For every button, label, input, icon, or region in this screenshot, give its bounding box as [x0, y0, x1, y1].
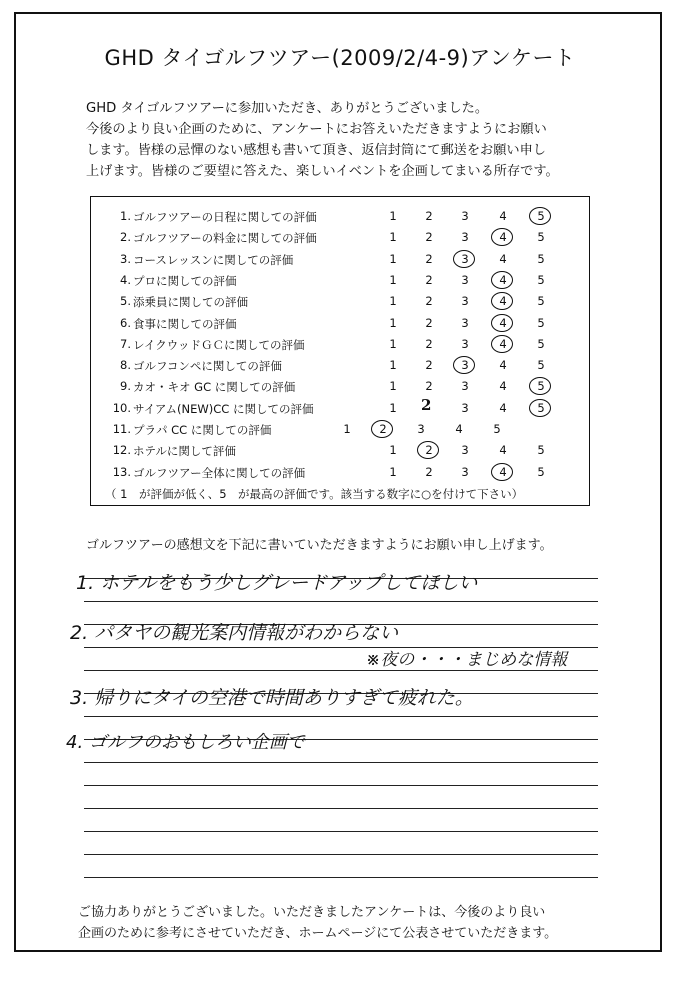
rating-score-option[interactable] — [383, 316, 403, 330]
intro-line: GHD タイゴルフツアーに参加いただき、ありがとうございました。 — [86, 101, 489, 116]
rating-score-option[interactable] — [383, 294, 403, 308]
rating-label: ゴルフツアーの料金に関しての評価 — [133, 231, 317, 246]
rating-number: 2. — [120, 230, 131, 245]
rating-score-value: 2 — [425, 379, 433, 394]
rating-row — [91, 337, 591, 357]
rating-row — [91, 379, 591, 399]
ruled-line — [84, 854, 598, 855]
rating-score-option[interactable] — [493, 337, 513, 351]
rating-score-value: 3 — [461, 209, 469, 223]
rating-score-option[interactable] — [449, 422, 469, 436]
rating-score-option[interactable] — [411, 422, 431, 436]
rating-row — [91, 230, 591, 250]
selection-circle — [491, 335, 513, 353]
rating-number: 12. — [112, 443, 131, 458]
rating-score-option[interactable] — [419, 209, 439, 223]
rating-score-option[interactable] — [419, 230, 439, 244]
rating-score-option[interactable] — [383, 337, 403, 351]
rating-score-option[interactable] — [383, 252, 403, 266]
rating-label: サイアム(NEW)CC に関しての評価 — [133, 401, 314, 416]
rating-label: ゴルフツアーの日程に関しての評価 — [133, 210, 317, 224]
rating-score-value: 5 — [537, 272, 545, 287]
rating-score-value: 5 — [493, 422, 501, 436]
rating-score-option[interactable] — [531, 379, 551, 393]
rating-score-option[interactable] — [383, 465, 403, 479]
rating-score-value: 1 — [389, 464, 397, 479]
selection-circle — [491, 271, 513, 289]
rating-number: 1. — [120, 209, 131, 223]
handwritten-comment: 3. 帰りにタイの空港で時間ありすぎて疲れた。 — [70, 687, 474, 709]
rating-score-value: 3 — [461, 358, 469, 373]
rating-score-option[interactable] — [455, 401, 475, 415]
rating-score-option[interactable] — [455, 252, 475, 266]
rating-row — [91, 209, 591, 229]
selection-circle — [491, 228, 513, 246]
rating-score-value: 2 — [425, 443, 433, 458]
rating-score-value: 2 — [425, 315, 433, 330]
rating-score-value: 2 — [425, 272, 433, 287]
rating-score-option[interactable] — [337, 422, 357, 436]
scratch-mark: 2 — [421, 395, 432, 414]
handwritten-comment: ※夜の・・・まじめな情報 — [366, 650, 568, 670]
rating-label: カオ・キオ GC に関しての評価 — [133, 380, 296, 395]
rating-score-value: 4 — [499, 209, 507, 223]
rating-score-value: 1 — [389, 294, 397, 309]
rating-score-option[interactable] — [493, 273, 513, 287]
rating-row — [91, 465, 591, 485]
rating-number: 13. — [112, 464, 131, 479]
rating-score-value: 1 — [389, 379, 397, 394]
rating-label: 添乗員に関しての評価 — [133, 295, 248, 310]
rating-score-option[interactable] — [419, 273, 439, 287]
rating-label: 食事に関しての評価 — [133, 316, 237, 331]
rating-score-value: 2 — [425, 358, 433, 373]
rating-row — [91, 316, 591, 336]
rating-number: 10. — [112, 400, 131, 415]
rating-score-value: 3 — [461, 443, 469, 458]
rating-score-option[interactable] — [419, 252, 439, 266]
rating-score-value: 4 — [499, 443, 507, 458]
rating-score-option[interactable] — [455, 273, 475, 287]
rating-score-option[interactable] — [455, 379, 475, 393]
rating-number: 5. — [120, 294, 131, 309]
ruled-line — [84, 670, 598, 671]
rating-score-option[interactable] — [419, 443, 439, 457]
rating-score-option[interactable] — [383, 273, 403, 287]
rating-number: 7. — [120, 336, 131, 351]
rating-score-value: 1 — [389, 443, 397, 458]
rating-score-option[interactable] — [493, 230, 513, 244]
rating-score-option[interactable] — [531, 443, 551, 457]
rating-score-option[interactable] — [383, 401, 403, 415]
rating-score-value: 2 — [425, 336, 433, 351]
rating-score-value: 4 — [499, 336, 507, 351]
rating-label: レイクウッドＧＣに関しての評価 — [133, 337, 305, 352]
rating-score-option[interactable] — [419, 316, 439, 330]
rating-score-value: 4 — [499, 251, 507, 266]
rating-score-option[interactable] — [419, 465, 439, 479]
closing-line: 企画のために参考にさせていただき、ホームページにて公表させていただきます。 — [78, 926, 558, 941]
rating-score-option[interactable] — [383, 443, 403, 457]
rating-row — [91, 358, 591, 378]
rating-score-value: 3 — [461, 272, 469, 287]
rating-score-value: 3 — [417, 422, 425, 436]
rating-score-option[interactable] — [531, 465, 551, 479]
rating-score-value: 2 — [425, 464, 433, 479]
intro-line: 今後のより良い企画のために、アンケートにお答えいただきますようにお願い — [86, 122, 547, 137]
ruled-line — [84, 808, 598, 809]
rating-label: ゴルフツアー全体に関しての評価 — [133, 465, 306, 480]
rating-score-value: 3 — [461, 379, 469, 394]
rating-score-option[interactable] — [493, 294, 513, 308]
rating-row — [91, 252, 591, 272]
rating-score-value: 4 — [499, 272, 507, 287]
rating-score-option[interactable] — [493, 401, 513, 415]
rating-score-value: 5 — [537, 209, 545, 223]
rating-score-option[interactable] — [493, 379, 513, 393]
rating-score-option[interactable] — [531, 401, 551, 415]
rating-score-value: 2 — [425, 230, 433, 245]
closing-line: ご協力ありがとうございました。いただきましたアンケートは、今後のより良い — [78, 905, 546, 920]
rating-score-value: 4 — [499, 358, 507, 373]
rating-score-value: 1 — [389, 336, 397, 351]
rating-score-option[interactable] — [493, 252, 513, 266]
rating-score-value: 1 — [389, 315, 397, 330]
rating-score-option[interactable] — [373, 422, 393, 436]
rating-row — [91, 422, 591, 442]
rating-score-value: 5 — [537, 294, 545, 309]
rating-row — [91, 395, 591, 421]
rating-number: 8. — [120, 358, 131, 373]
intro-line: します。皆様の忌憚のない感想も書いて頂き、返信封筒にて郵送をお願い申し — [86, 143, 546, 158]
rating-score-value: 5 — [537, 336, 545, 351]
rating-score-option[interactable] — [455, 358, 475, 372]
rating-label: ゴルフコンペに関しての評価 — [133, 359, 282, 374]
page-title: GHD タイゴルフツアー(2009/2/4-9)アンケート — [104, 46, 576, 70]
ruled-line — [84, 831, 598, 832]
ruled-line — [84, 716, 598, 717]
rating-score-option[interactable] — [531, 337, 551, 351]
rating-score-value: 5 — [537, 358, 545, 373]
rating-number: 9. — [120, 379, 131, 394]
handwritten-comment: 2. パタヤの観光案内情報がわからない — [70, 622, 399, 644]
rating-score-option[interactable] — [531, 230, 551, 244]
rating-score-value: 5 — [537, 251, 545, 266]
rating-score-value: 5 — [537, 464, 545, 479]
rating-note: （ 1 が評価が低く、5 が最高の評価です。該当する数字に○を付けて下さい） — [105, 487, 524, 501]
rating-score-value: 3 — [461, 230, 469, 245]
rating-score-option[interactable] — [493, 316, 513, 330]
rating-score-value: 3 — [461, 400, 469, 415]
rating-score-value: 1 — [343, 422, 351, 436]
rating-score-value: 4 — [499, 315, 507, 330]
rating-score-option[interactable] — [419, 379, 439, 393]
rating-score-option[interactable] — [455, 443, 475, 457]
rating-score-value: 3 — [461, 336, 469, 351]
handwritten-comment: 4. ゴルフのおもしろい企画で — [66, 732, 305, 753]
rating-score-value: 4 — [499, 294, 507, 309]
rating-score-option[interactable] — [419, 337, 439, 351]
rating-score-option[interactable] — [455, 230, 475, 244]
rating-score-value: 2 — [425, 251, 433, 266]
rating-score-option[interactable] — [493, 209, 513, 223]
rating-score-value: 4 — [455, 422, 463, 436]
rating-score-value: 3 — [461, 294, 469, 309]
rating-label: コースレッスンに関しての評価 — [133, 252, 294, 267]
rating-score-value: 3 — [461, 251, 469, 266]
rating-score-value: 2 — [379, 422, 387, 436]
rating-score-value: 5 — [537, 315, 545, 330]
rating-score-option[interactable] — [531, 316, 551, 330]
selection-circle — [491, 292, 513, 310]
rating-score-option[interactable] — [455, 465, 475, 479]
rating-score-option[interactable] — [455, 294, 475, 308]
rating-score-value: 2 — [425, 294, 433, 309]
rating-score-value: 5 — [537, 400, 545, 415]
ruled-line — [84, 877, 598, 878]
rating-score-value: 4 — [499, 464, 507, 479]
rating-score-value: 4 — [499, 400, 507, 415]
rating-score-option[interactable] — [383, 230, 403, 244]
rating-score-value: 4 — [499, 379, 507, 394]
selection-circle — [529, 399, 551, 417]
rating-score-option[interactable] — [455, 209, 475, 223]
rating-table — [90, 196, 590, 506]
selection-circle — [417, 441, 439, 459]
rating-score-option[interactable] — [419, 294, 439, 308]
rating-score-option[interactable] — [493, 358, 513, 372]
selection-circle — [453, 250, 475, 268]
intro-text — [86, 98, 616, 182]
rating-score-option[interactable] — [531, 252, 551, 266]
comment-prompt: ゴルフツアーの感想文を下記に書いていただきますようにお願い申し上げます。 — [86, 538, 553, 553]
intro-line: 上げます。皆様のご要望に答えた、楽しいイベントを企画してまいる所存です。 — [86, 164, 559, 179]
selection-circle — [371, 420, 393, 438]
rating-score-value: 3 — [461, 315, 469, 330]
rating-score-option[interactable] — [531, 294, 551, 308]
rating-score-option[interactable] — [455, 316, 475, 330]
rating-score-value: 1 — [389, 358, 397, 373]
ruled-line — [84, 762, 598, 763]
rating-score-option[interactable] — [493, 465, 513, 479]
selection-circle — [491, 314, 513, 332]
rating-row — [91, 273, 591, 293]
rating-score-value: 1 — [389, 230, 397, 245]
rating-score-value: 5 — [537, 443, 545, 458]
rating-score-option[interactable] — [531, 209, 551, 223]
rating-label: プラパ CC に関しての評価 — [133, 423, 272, 437]
rating-number: 4. — [120, 272, 131, 287]
rating-score-value: 5 — [537, 230, 545, 245]
rating-number: 3. — [120, 251, 131, 266]
rating-score-value: 1 — [389, 251, 397, 266]
ruled-line — [84, 785, 598, 786]
ruled-line — [84, 601, 598, 602]
rating-score-value: 3 — [461, 464, 469, 479]
rating-number: 6. — [120, 315, 131, 330]
rating-score-value: 5 — [537, 379, 545, 394]
handwritten-comment: 1. ホテルをもう少しグレードアップしてほしい — [76, 572, 478, 594]
rating-score-option[interactable] — [487, 422, 507, 436]
selection-circle — [491, 463, 513, 481]
selection-circle — [529, 207, 551, 225]
rating-score-value: 1 — [389, 209, 397, 223]
selection-circle — [529, 377, 551, 395]
rating-number: 11. — [112, 422, 131, 436]
rating-score-option[interactable] — [419, 358, 439, 372]
rating-score-value: 1 — [389, 400, 397, 415]
closing-text — [78, 902, 618, 944]
rating-score-value: 2 — [425, 209, 433, 223]
rating-score-option[interactable] — [383, 379, 403, 393]
rating-label: ホテルに関して評価 — [133, 444, 236, 459]
rating-row — [91, 443, 591, 463]
selection-circle — [453, 356, 475, 374]
rating-score-value: 4 — [499, 230, 507, 245]
rating-label: プロに関しての評価 — [133, 273, 237, 288]
rating-score-value: 1 — [389, 272, 397, 287]
rating-score-option[interactable] — [493, 443, 513, 457]
rating-row — [91, 294, 591, 314]
rating-score-option[interactable] — [383, 358, 403, 372]
rating-score-option[interactable] — [531, 273, 551, 287]
rating-score-option[interactable] — [531, 358, 551, 372]
rating-score-option[interactable] — [455, 337, 475, 351]
rating-score-option[interactable] — [383, 209, 403, 223]
